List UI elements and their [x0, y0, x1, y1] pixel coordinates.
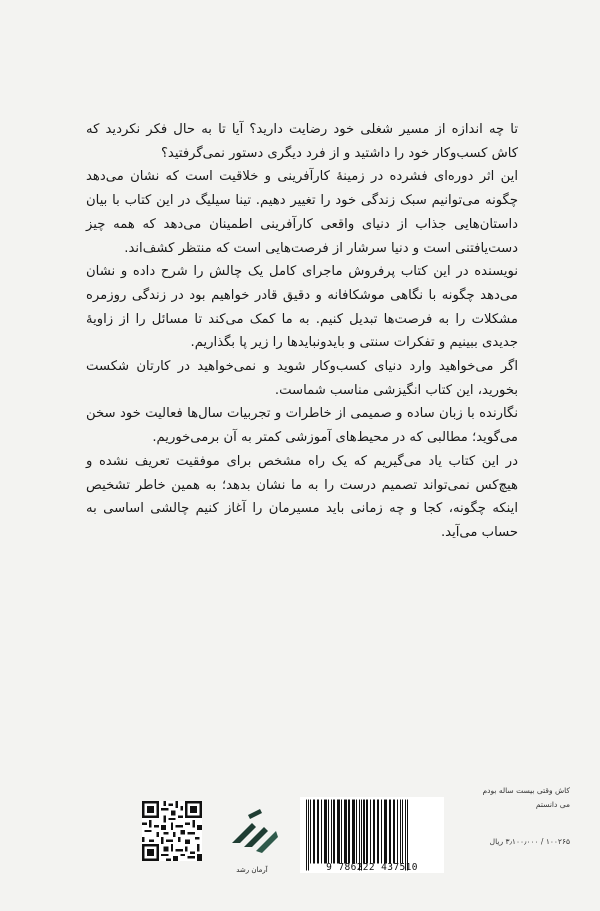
barcode-bar — [373, 799, 375, 863]
barcode-bar — [308, 799, 309, 870]
qr-code — [142, 801, 202, 861]
barcode-bar — [341, 799, 342, 863]
blurb-paragraph-6: در این کتاب یاد می‌گیریم که یک راه مشخص برای موفقیت تعریف نشده و هیچ‌کس نمی‌تواند تصمیم درست را به ما نشان بدهد؛ به همین خاطر تشخیص اینکه چگونه، کجا و چه زمانی باید مسیرمان را آغاز کنیم چالشی اساسی به حساب می‌آید. — [86, 453, 518, 540]
book-title-line-1: کاش وقتی بیست ساله بودم — [482, 786, 570, 795]
price-label: ۱۰۰۲۶۵ / ۳٫۱۰۰٫۰۰۰ ریال — [489, 837, 570, 846]
barcode-bar — [384, 799, 387, 863]
barcode-bar — [328, 799, 329, 863]
barcode-bar — [344, 799, 347, 863]
barcode-bar — [356, 799, 357, 863]
isbn-digits: 9 786222 437510 — [326, 862, 418, 873]
barcode-bar — [317, 799, 319, 863]
book-title-line-2: می دانستم — [535, 800, 570, 809]
barcode-bar — [366, 799, 368, 863]
barcode-bar — [397, 799, 398, 863]
barcode-bar — [306, 799, 307, 870]
barcode-bar — [352, 799, 355, 863]
barcode-bar — [389, 799, 391, 863]
barcode-bar — [310, 799, 311, 863]
blurb-paragraph-3: نویسنده در این کتاب پرفروش ماجرای کامل یک چالش را شرح داده و نشان می‌دهد چگونه با نگاهی موشکافانه و دقیق قادر خواهیم بود در زندگی روزمره مشکلات را به فرصت‌ها تبدیل کنیم. به ما کمک می‌کند تا مسائل را از زاویهٔ جدیدی ببینیم و تفکرات سنتی و بایدونبایدها را زیر پا بگذاریم. — [86, 264, 518, 351]
barcode-bar — [381, 799, 382, 863]
blurb-paragraph-5: نگارنده با زبان ساده و صمیمی از خاطرات و تجربیات سال‌ها فعالیت خود سخن می‌گوید؛ مطالبی که در محیط‌های آموزشی کمتر به آن برمی‌خوریم. — [86, 406, 518, 446]
blurb-text — [86, 118, 518, 545]
book-info — [455, 784, 570, 812]
blurb-paragraph-2: این اثر دوره‌ای فشرده در زمینهٔ کارآفرینی و خلاقیت است که نشان می‌دهد چگونه می‌توانیم سبک زندگی خود را تغییر دهیم. تینا سیلیگ در این کتاب با بیان داستان‌هایی جذاب از دنیای واقعی کارآفرینی اطمینان می‌دهد که همه چیز دست‌یافتنی است و دنیا سرشار از فرصت‌هایی است که منتظر کشف‌اند. — [86, 169, 518, 256]
barcode-bar — [337, 799, 340, 863]
barcode-bar — [370, 799, 371, 863]
publisher-name: آرمان رشد — [236, 866, 268, 874]
barcode-bar — [363, 799, 365, 863]
barcode-bar — [377, 799, 379, 863]
barcode-bar — [361, 799, 362, 870]
barcode-bar — [313, 799, 315, 863]
blurb-paragraph-4: اگر می‌خواهید وارد دنیای کسب‌وکار شوید و نمی‌خواهید در کارتان شکست بخورید، این کتاب انگیزشی مناسب شماست. — [86, 359, 518, 398]
barcode-bar — [405, 799, 406, 870]
barcode-bar — [400, 799, 401, 863]
barcode-bar — [324, 799, 327, 863]
publisher-logo-icon — [222, 803, 282, 865]
barcode-bar — [407, 799, 408, 870]
barcode-bar — [393, 799, 395, 863]
barcode-bar — [331, 799, 332, 863]
barcode-bar — [402, 799, 403, 863]
blurb-paragraph-1: تا چه اندازه از مسیر شغلی خود رضایت دارید؟ آیا تا به حال فکر نکردید که کاش کسب‌وکار خود را داشتید و از فرد دیگری دستور نمی‌گرفتید؟ — [86, 122, 518, 161]
barcode-bar — [321, 799, 322, 863]
barcode-bar — [348, 799, 350, 863]
barcode-bar — [333, 799, 335, 863]
barcode-bar — [359, 799, 360, 870]
